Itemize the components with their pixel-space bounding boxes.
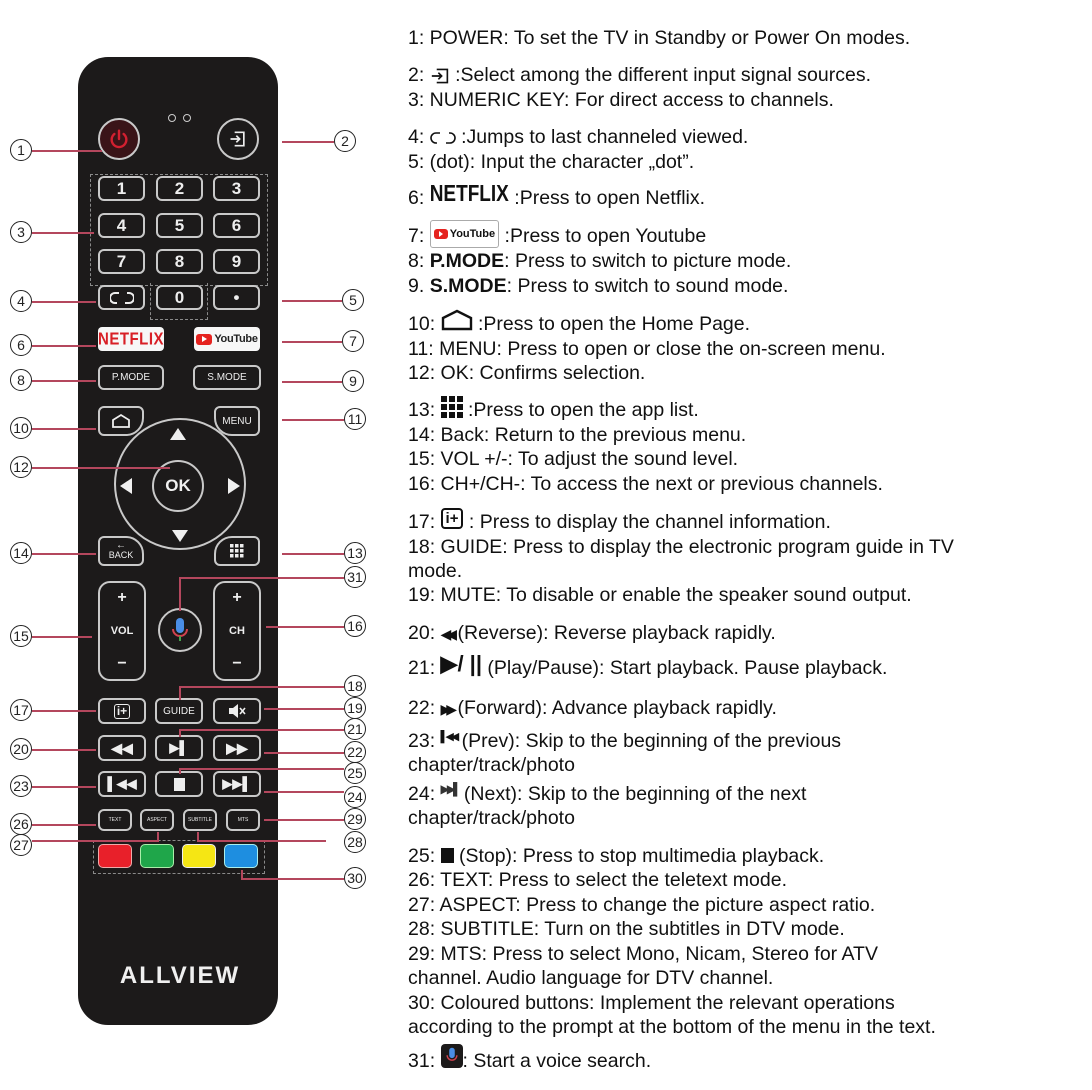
- info-button[interactable]: [98, 698, 146, 724]
- green-button[interactable]: [140, 844, 174, 868]
- desc-mts-2: channel. Audio language for DTV channel.: [408, 967, 774, 989]
- desc-guide-1: 18: GUIDE: Press to display the electronic program guide in TV: [408, 536, 954, 558]
- voice-search-button[interactable]: [158, 608, 202, 652]
- last-channel-button[interactable]: [98, 285, 145, 310]
- callout-23: 23: [10, 775, 32, 797]
- desc-voice: [408, 1048, 651, 1073]
- desc-subtitle: 28: SUBTITLE: Turn on the subtitles in DTV mode.: [408, 918, 845, 940]
- subtitle-button[interactable]: [183, 809, 217, 831]
- play-pause-button[interactable]: [155, 735, 203, 761]
- leader-line: [32, 380, 96, 382]
- desc-text: :Press to open Netflix.: [508, 187, 706, 209]
- input-source-icon: [228, 129, 248, 149]
- next-icon: ▶▶▌: [222, 776, 252, 791]
- back-arrow-icon: ←: [116, 540, 126, 551]
- callout-12: 12: [10, 456, 32, 478]
- leader-line: [180, 729, 344, 731]
- callout-11: 11: [344, 408, 366, 430]
- channel-down[interactable]: −: [232, 655, 242, 672]
- volume-down[interactable]: −: [117, 655, 127, 672]
- desc-text: : Press to display the channel information.: [463, 511, 831, 533]
- callout-9: 9: [342, 370, 364, 392]
- smode-label: S.MODE: [207, 372, 247, 383]
- stop-icon: [441, 848, 454, 863]
- desc-prefix: 31:: [408, 1050, 441, 1072]
- leader-line: [179, 577, 181, 611]
- callout-8: 8: [10, 369, 32, 391]
- callout-15: 15: [10, 625, 32, 647]
- desc-smode: [408, 274, 788, 298]
- desc-dot: 5: (dot): Input the character „dot”.: [408, 151, 695, 173]
- rewind-button[interactable]: [98, 735, 146, 761]
- desc-text: (Reverse): Reverse playback rapidly.: [452, 622, 776, 644]
- desc-menu: 11: MENU: Press to open or close the on-screen menu.: [408, 338, 886, 360]
- volume-up[interactable]: +: [117, 589, 127, 606]
- leader-line: [282, 341, 342, 343]
- prev-button[interactable]: [98, 771, 146, 797]
- callout-13: 13: [344, 542, 366, 564]
- desc-netflix: [408, 181, 706, 211]
- info-icon: i+: [441, 508, 464, 529]
- desc-stop: [408, 844, 824, 868]
- youtube-play-icon: [196, 334, 212, 345]
- desc-forward: [408, 696, 777, 721]
- youtube-button[interactable]: [194, 327, 260, 351]
- channel-label: CH: [229, 625, 245, 637]
- mts-label: MTS: [237, 817, 249, 823]
- input-source-button[interactable]: [217, 118, 259, 160]
- stop-icon: [174, 778, 185, 791]
- desc-pmode: [408, 249, 791, 273]
- callout-27: 27: [10, 834, 32, 856]
- input-source-icon: [430, 67, 450, 85]
- blue-button[interactable]: [224, 844, 258, 868]
- netflix-logo: NETFLIX: [429, 181, 509, 207]
- leader-line: [282, 419, 344, 421]
- desc-back: 14: Back: Return to the previous menu.: [408, 424, 747, 446]
- leader-line: [32, 636, 92, 638]
- pmode-label: P.MODE: [111, 372, 151, 383]
- desc-prev-2: chapter/track/photo: [408, 754, 575, 776]
- desc-text: : Press to switch to picture mode.: [504, 250, 792, 272]
- callout-2: 2: [334, 130, 356, 152]
- callout-20: 20: [10, 738, 32, 760]
- desc-last-channel: [408, 125, 748, 149]
- desc-text: :Press to open the app list.: [462, 399, 699, 421]
- back-label: BACK: [108, 550, 134, 560]
- channel-rocker[interactable]: [213, 581, 261, 681]
- desc-prefix: 10:: [408, 313, 441, 335]
- forward-icon: ▶▶: [440, 701, 453, 717]
- desc-text: :Press to open Youtube: [499, 225, 707, 247]
- volume-label: VOL: [110, 625, 134, 637]
- leader-line: [242, 878, 344, 880]
- key-5[interactable]: 5: [156, 213, 203, 238]
- desc-colour-2: according to the prompt at the bottom of the menu in the text.: [408, 1016, 936, 1038]
- netflix-button[interactable]: [98, 327, 164, 351]
- desc-bold: P.MODE: [429, 250, 505, 272]
- callout-16: 16: [344, 615, 366, 637]
- leader-line: [198, 840, 326, 842]
- callout-22: 22: [344, 741, 366, 763]
- info-icon: i+: [114, 704, 130, 719]
- callout-4: 4: [10, 290, 32, 312]
- volume-rocker[interactable]: [98, 581, 146, 681]
- callout-14: 14: [10, 542, 32, 564]
- leader-line: [32, 786, 96, 788]
- callout-30: 30: [344, 867, 366, 889]
- desc-play-pause: [408, 651, 888, 680]
- leader-line: [180, 686, 344, 688]
- leader-line: [32, 710, 96, 712]
- desc-ok: 12: OK: Confirms selection.: [408, 362, 646, 384]
- leader-line: [264, 752, 344, 754]
- desc-prefix: 21:: [408, 657, 441, 679]
- desc-prefix: 23:: [408, 730, 441, 752]
- desc-text: (Play/Pause): Start playback. Pause playback.: [482, 657, 888, 679]
- youtube-logo-text: YouTube: [214, 333, 258, 345]
- callout-24: 24: [344, 786, 366, 808]
- desc-next-1: [408, 782, 806, 808]
- ir-led: [168, 114, 176, 122]
- desc-mts-1: 29: MTS: Press to select Mono, Nicam, Stereo for ATV: [408, 943, 878, 965]
- callout-31: 31: [344, 566, 366, 588]
- callout-25: 25: [344, 762, 366, 784]
- key-6[interactable]: 6: [213, 213, 260, 238]
- back-button[interactable]: [98, 536, 144, 566]
- leader-line: [32, 232, 94, 234]
- callout-1: 1: [10, 139, 32, 161]
- leader-line: [32, 840, 158, 842]
- desc-prefix: 13:: [408, 399, 441, 421]
- aspect-button[interactable]: [140, 809, 174, 831]
- key-9[interactable]: 9: [213, 249, 260, 274]
- leader-line: [241, 870, 243, 880]
- leader-line: [32, 749, 96, 751]
- key-1[interactable]: 1: [98, 176, 145, 201]
- forward-button[interactable]: [213, 735, 261, 761]
- netflix-logo: NETFLIX: [98, 329, 164, 349]
- callout-21: 21: [344, 718, 366, 740]
- callout-6: 6: [10, 334, 32, 356]
- stop-button[interactable]: [155, 771, 203, 797]
- desc-text: (Stop): Press to stop multimedia playback.: [453, 845, 825, 867]
- desc-prefix: 2:: [408, 64, 430, 86]
- play-pause-icon: ▶/ ||: [440, 651, 482, 676]
- smode-button[interactable]: [193, 365, 261, 390]
- leader-line: [282, 300, 342, 302]
- red-button[interactable]: [98, 844, 132, 868]
- desc-prefix: 22:: [408, 697, 441, 719]
- dpad-left[interactable]: [120, 478, 132, 494]
- ok-label: OK: [165, 476, 191, 495]
- leader-line: [264, 819, 344, 821]
- desc-bold: S.MODE: [429, 275, 507, 297]
- dpad-right[interactable]: [228, 478, 240, 494]
- desc-text: :Select among the different input signal sources.: [449, 64, 871, 86]
- callout-29: 29: [344, 808, 366, 830]
- voice-search-icon: [441, 1044, 463, 1068]
- next-button[interactable]: [213, 771, 261, 797]
- desc-volume: 15: VOL +/-: To adjust the sound level.: [408, 448, 739, 470]
- dpad-down[interactable]: [172, 530, 188, 542]
- callout-28: 28: [344, 831, 366, 853]
- leader-line: [266, 626, 344, 628]
- desc-prefix: 9.: [408, 275, 430, 297]
- desc-text: : Press to switch to sound mode.: [506, 275, 789, 297]
- key-8[interactable]: 8: [156, 249, 203, 274]
- leader-line: [32, 301, 96, 303]
- brand-logo: ALLVIEW: [119, 962, 241, 989]
- power-button[interactable]: [98, 118, 140, 160]
- leader-line: [32, 553, 96, 555]
- leader-line: [282, 381, 342, 383]
- prev-icon: ▌◀◀: [440, 731, 457, 743]
- leader-line: [180, 768, 344, 770]
- guide-button[interactable]: [155, 698, 203, 724]
- desc-text-mode: 26: TEXT: Press to select the teletext mode.: [408, 869, 787, 891]
- desc-numeric: 3: NUMERIC KEY: For direct access to channels.: [408, 89, 834, 111]
- power-icon: [108, 128, 130, 150]
- last-channel-icon: [430, 131, 456, 145]
- key-3[interactable]: 3: [213, 176, 260, 201]
- desc-prefix: 6:: [408, 187, 430, 209]
- desc-colour-1: 30: Coloured buttons: Implement the relevant operations: [408, 992, 895, 1014]
- youtube-play-icon: [434, 229, 448, 239]
- mute-button[interactable]: [213, 698, 261, 724]
- leader-line: [180, 577, 344, 579]
- subtitle-label: SUBTITLE: [188, 817, 212, 823]
- desc-prefix: 4:: [408, 126, 430, 148]
- leader-line: [32, 467, 170, 469]
- desc-mute: 19: MUTE: To disable or enable the speaker sound output.: [408, 584, 912, 606]
- rewind-icon: ◀◀: [440, 626, 453, 642]
- desc-prefix: 25:: [408, 845, 441, 867]
- channel-up[interactable]: +: [232, 589, 242, 606]
- leader-line: [264, 708, 344, 710]
- desc-text: (Prev): Skip to the beginning of the previous: [456, 730, 842, 752]
- callout-3: 3: [10, 221, 32, 243]
- leader-line: [197, 832, 199, 842]
- leader-line: [32, 824, 96, 826]
- key-0[interactable]: 0: [156, 285, 203, 310]
- desc-reverse: [408, 621, 776, 646]
- home-icon: [441, 309, 473, 331]
- desc-text: :Press to open the Home Page.: [472, 313, 751, 335]
- leader-line: [32, 150, 102, 152]
- ir-led: [183, 114, 191, 122]
- desc-text: : Start a voice search.: [462, 1050, 652, 1072]
- leader-line: [179, 768, 181, 774]
- forward-icon: ▶▶: [226, 739, 248, 756]
- callout-7: 7: [342, 330, 364, 352]
- callout-10: 10: [10, 417, 32, 439]
- key-7[interactable]: 7: [98, 249, 145, 274]
- youtube-logo: [430, 220, 499, 248]
- desc-info: [408, 510, 831, 534]
- leader-line: [282, 141, 334, 143]
- desc-prefix: 7:: [408, 225, 430, 247]
- leader-line: [32, 345, 96, 347]
- desc-next-2: chapter/track/photo: [408, 807, 575, 829]
- desc-text: :Jumps to last channeled viewed.: [455, 126, 749, 148]
- desc-prefix: 24:: [408, 783, 441, 805]
- callout-17: 17: [10, 699, 32, 721]
- callout-18: 18: [344, 675, 366, 697]
- home-icon: [111, 413, 131, 429]
- desc-prefix: 17:: [408, 511, 441, 533]
- key-4[interactable]: 4: [98, 213, 145, 238]
- desc-prev-1: [408, 729, 841, 756]
- desc-text: (Next): Skip to the beginning of the next: [458, 783, 807, 805]
- desc-input: [408, 63, 871, 87]
- leader-line: [32, 428, 96, 430]
- prev-icon: ▌◀◀: [107, 776, 137, 791]
- apps-button[interactable]: [214, 536, 260, 566]
- mute-icon: [228, 703, 246, 719]
- desc-aspect: 27: ASPECT: Press to change the picture aspect ratio.: [408, 894, 876, 916]
- apps-grid-icon: [230, 544, 244, 558]
- last-channel-icon: [110, 291, 134, 305]
- next-icon: ▶▶▌: [440, 782, 459, 796]
- menu-label: MENU: [222, 415, 252, 427]
- leader-line: [264, 791, 344, 793]
- desc-home: [408, 312, 750, 336]
- leader-line: [282, 553, 344, 555]
- apps-grid-icon: [441, 396, 463, 418]
- desc-prefix: 20:: [408, 622, 441, 644]
- desc-text: (Forward): Advance playback rapidly.: [452, 697, 777, 719]
- text-label: TEXT: [108, 817, 122, 823]
- pmode-button[interactable]: [98, 365, 164, 390]
- callout-19: 19: [344, 697, 366, 719]
- desc-power: 1: POWER: To set the TV in Standby or Power On modes.: [408, 27, 911, 49]
- dpad-up[interactable]: [170, 428, 186, 440]
- desc-apps: [408, 398, 699, 422]
- callout-26: 26: [10, 813, 32, 835]
- callout-5: 5: [342, 289, 364, 311]
- aspect-label: ASPECT: [146, 817, 167, 823]
- dot-button[interactable]: •: [213, 285, 260, 310]
- mts-button[interactable]: [226, 809, 260, 831]
- play-pause-icon: ▶▌: [169, 740, 189, 755]
- guide-label: GUIDE: [163, 705, 195, 717]
- leader-line: [157, 832, 159, 842]
- yellow-button[interactable]: [182, 844, 216, 868]
- key-2[interactable]: 2: [156, 176, 203, 201]
- leader-line: [179, 729, 181, 737]
- desc-channel: 16: CH+/CH-: To access the next or previous channels.: [408, 473, 883, 495]
- desc-prefix: 8:: [408, 250, 430, 272]
- desc-guide-2: mode.: [408, 560, 463, 582]
- rewind-icon: ◀◀: [111, 739, 133, 756]
- youtube-logo-text: YouTube: [449, 228, 496, 240]
- text-button[interactable]: [98, 809, 132, 831]
- home-button[interactable]: [98, 406, 144, 436]
- microphone-icon: [170, 617, 190, 643]
- leader-line: [179, 686, 181, 700]
